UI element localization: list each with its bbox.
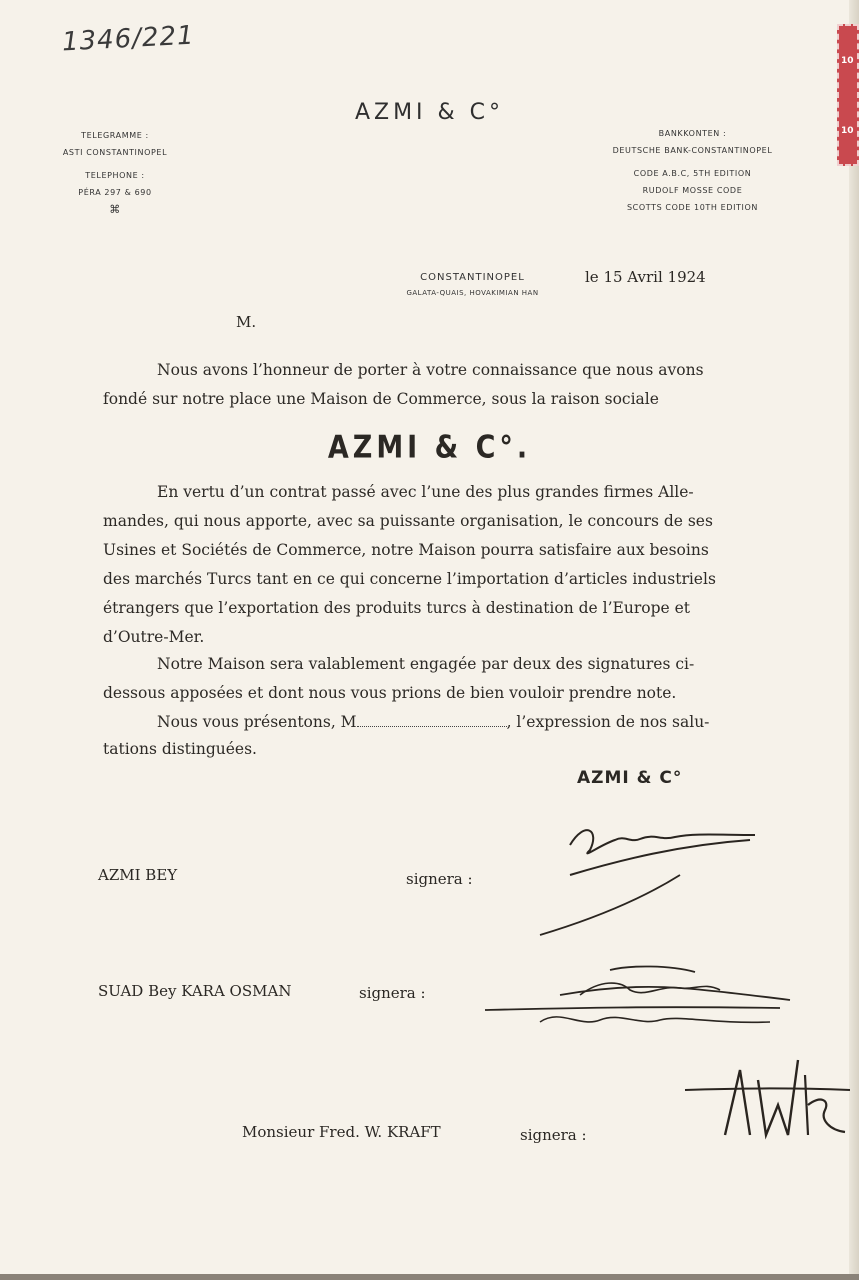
place-address: GALATA-QUAIS, HOVAKIMIAN HAN [406, 289, 539, 297]
paragraph-2-line-4: des marchés Turcs tant en ce qui concerne l’importation d’articles industriels [103, 570, 716, 588]
bank-value: DEUTSCHE BANK-CONSTANTINOPEL [612, 146, 773, 155]
paragraph-2-line-5: étrangers que l’exportation des produits turcs à destination de l’Europe et [103, 599, 691, 617]
page-edge [849, 0, 859, 1280]
closing-start: Nous vous présentons, M [157, 713, 357, 731]
bank-label: BANKKONTEN : [658, 129, 727, 138]
paragraph-3-line-2: dessous apposées et dont nous vous prions de bien vouloir prendre note. [103, 684, 677, 702]
signature-azmi [530, 805, 770, 945]
telegram-value: ASTI CONSTANTINOPEL [62, 148, 168, 157]
signer-1-name: AZMI BEY [98, 866, 178, 884]
place-block [380, 272, 565, 297]
code-abc: CODE A.B.C, 5TH EDITION [633, 169, 752, 178]
firm-name-heading: AZMI & C°. [327, 429, 532, 466]
stamp-value-bottom: 10 [841, 126, 854, 136]
signature-kraft [680, 1050, 850, 1150]
page-bottom-edge [0, 1274, 859, 1280]
paragraph-1-line-2: fondé sur notre place une Maison de Commerce, sous la raison sociale [103, 390, 659, 408]
telegram-label: TELEGRAMME : [81, 131, 149, 140]
code-mosse: RUDOLF MOSSE CODE [642, 186, 743, 195]
letterhead-right [605, 129, 780, 212]
archive-number: 1346/221 [61, 20, 196, 58]
signer-3-name: Monsieur Fred. W. KRAFT [242, 1123, 441, 1141]
blank-fill-line [357, 714, 507, 727]
letter-date: le 15 Avril 1924 [585, 268, 706, 286]
telephone-label: TELEPHONE : [85, 171, 145, 180]
paragraph-2-line-3: Usines et Sociétés de Commerce, notre Maison pourra satisfaire aux besoins [103, 541, 709, 559]
paragraph-4-line-2: tations distinguées. [103, 740, 257, 758]
paragraph-2-line-6: d’Outre-Mer. [103, 628, 205, 646]
stamp-value-top: 10 [841, 56, 854, 66]
signer-1-label: signera : [406, 870, 473, 888]
paragraph-2-line-1: En vertu d’un contrat passé avec l’une des plus grandes firmes Alle- [157, 483, 694, 501]
closing-end: , l’expression de nos salu- [506, 713, 710, 731]
telephone-value: PÉRA 297 & 690 [78, 188, 152, 197]
paragraph-2-line-2: mandes, qui nous apporte, avec sa puissante organisation, le concours de ses [103, 512, 713, 530]
letterhead-left [60, 131, 170, 216]
paragraph-3-line-1: Notre Maison sera valablement engagée par deux des signatures ci- [157, 655, 695, 673]
paragraph-4-line-1 [157, 708, 709, 738]
letterhead-mark-icon: ⌘ [109, 203, 121, 216]
signer-3-label: signera : [520, 1126, 587, 1144]
revenue-stamp [837, 24, 859, 166]
code-scotts: SCOTTS CODE 10TH EDITION [627, 203, 758, 212]
letterhead-company: AZMI & C° [354, 100, 505, 125]
signature-suad [480, 960, 800, 1040]
salutation: M. [236, 313, 257, 331]
signer-2-label: signera : [359, 984, 426, 1002]
place-city: CONSTANTINOPEL [420, 272, 525, 283]
paragraph-1-line-1: Nous avons l’honneur de porter à votre connaissance que nous avons [157, 361, 704, 379]
signer-2-name: SUAD Bey KARA OSMAN [98, 982, 292, 1000]
signature-firm: AZMI & C° [577, 768, 683, 788]
